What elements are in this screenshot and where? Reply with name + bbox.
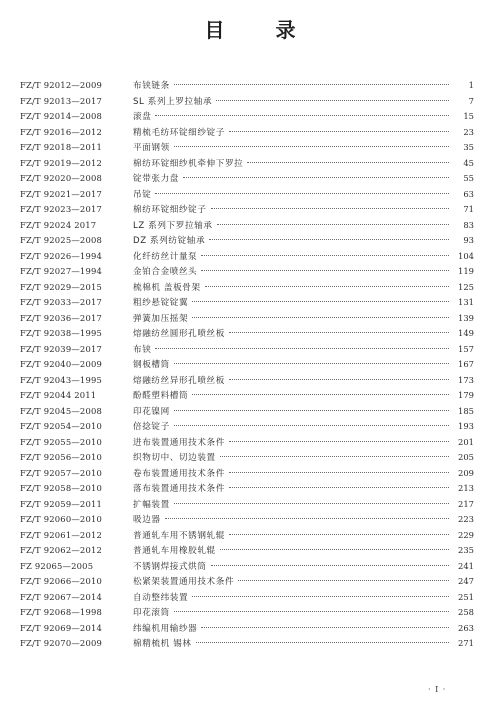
standard-code: FZ/T 92058—2010 (20, 483, 103, 493)
toc-entry[interactable] (20, 311, 474, 327)
page-ref: 35 (463, 142, 474, 152)
dot-leader (192, 591, 449, 597)
toc-entry[interactable] (20, 404, 474, 420)
page-ref: 63 (463, 188, 474, 199)
dot-leader (211, 203, 449, 209)
standard-title: 棉纺环锭细纱锭子 (133, 205, 207, 215)
toc-entry[interactable] (20, 280, 474, 296)
page-ref: 119 (458, 266, 474, 276)
standard-title: 进布装置通用技术条件 (133, 437, 225, 448)
page-ref: 193 (458, 421, 474, 431)
standard-title: 钢板槽筒 (133, 360, 170, 370)
standard-code: FZ/T 92056—2010 (20, 452, 103, 462)
standard-code: FZ/T 92013—2017 (20, 95, 103, 106)
dot-leader (165, 513, 449, 519)
dot-leader (205, 281, 449, 287)
page-ref: 179 (458, 390, 474, 400)
standard-title: 扩幅装置 (133, 499, 170, 510)
standard-code: FZ/T 92038—1995 (20, 328, 103, 338)
page-ref: 71 (463, 204, 474, 214)
toc-entry[interactable] (20, 497, 474, 513)
toc-entry[interactable] (20, 233, 474, 249)
toc-entry[interactable] (20, 590, 474, 606)
toc-entry[interactable] (20, 342, 474, 358)
dot-leader (183, 172, 449, 178)
page-ref: 93 (463, 235, 474, 245)
page-ref: 241 (458, 560, 474, 571)
dot-leader (155, 343, 449, 349)
page-ref: 185 (458, 405, 474, 416)
standard-code: FZ/T 92020—2008 (20, 173, 103, 183)
toc-entry[interactable] (20, 419, 474, 435)
page-ref: 271 (458, 638, 474, 648)
standard-code: FZ/T 92070—2009 (20, 638, 103, 648)
toc-entry[interactable] (20, 156, 474, 172)
dot-leader (155, 188, 449, 194)
standard-code: FZ/T 92014—2008 (20, 111, 103, 121)
dot-leader (229, 327, 449, 333)
standard-code: FZ/T 92039—2017 (20, 343, 103, 354)
page-ref: 201 (458, 436, 474, 447)
dot-leader (192, 312, 449, 318)
page-ref: 229 (458, 529, 474, 540)
page-ref: 213 (458, 483, 474, 493)
standard-title: 粗纱悬锭锭翼 (133, 298, 189, 308)
toc-entry[interactable] (20, 109, 474, 125)
dot-leader (229, 482, 449, 488)
standard-title: 织物切中、切边装置 (133, 453, 216, 463)
dot-leader (220, 544, 449, 550)
standard-code: FZ/T 92066—2010 (20, 576, 103, 586)
dot-leader (174, 420, 449, 426)
toc-entry[interactable] (20, 202, 474, 218)
standard-title: 棉纺环锭细纱机牵伸下罗拉 (133, 158, 244, 169)
toc-entry[interactable] (20, 528, 474, 544)
standard-title: 自动整纬装置 (133, 592, 189, 603)
toc-entry[interactable] (20, 295, 474, 311)
standard-code: FZ/T 92067—2014 (20, 591, 103, 602)
page-title: 目 录 (204, 18, 318, 42)
standard-code: FZ/T 92068—1998 (20, 607, 103, 617)
dot-leader (220, 451, 449, 457)
page-ref: 131 (458, 297, 474, 307)
standard-title: 印花镍网 (133, 406, 170, 417)
standard-title: 金铂合金喷丝头 (133, 267, 198, 277)
standard-code: FZ/T 92057—2010 (20, 467, 103, 478)
toc-entry[interactable] (20, 636, 474, 652)
page-ref: 247 (458, 576, 474, 586)
toc-entry[interactable] (20, 94, 474, 110)
toc-entry[interactable] (20, 621, 474, 637)
dot-leader (192, 296, 449, 302)
page-ref: 167 (458, 359, 474, 369)
toc-entry[interactable] (20, 249, 474, 265)
page-ref: 15 (463, 111, 474, 121)
standard-title: 印花滚筒 (133, 608, 170, 618)
standard-code: FZ/T 92033—2017 (20, 297, 103, 307)
page-ref: 1 (468, 80, 474, 90)
standard-title: 纬编机用输纱器 (133, 623, 198, 634)
standard-code: FZ/T 92019—2012 (20, 157, 103, 168)
toc-entry[interactable] (20, 187, 474, 203)
standard-code: FZ/T 92055—2010 (20, 436, 103, 447)
toc-entry[interactable] (20, 218, 474, 234)
toc-entry[interactable] (20, 357, 474, 373)
toc-entry[interactable] (20, 388, 474, 404)
page-ref: 23 (463, 126, 474, 137)
standard-title: DZ 系列纺锭轴承 (133, 236, 206, 246)
standard-code: FZ 92065—2005 (20, 560, 94, 571)
toc-entry[interactable] (20, 466, 474, 482)
page-ref: 258 (458, 607, 474, 617)
standard-title: 棉精梳机 锡林 (133, 639, 192, 649)
dot-leader (229, 436, 449, 442)
toc-entry[interactable] (20, 512, 474, 528)
page-ref: 235 (458, 545, 474, 555)
standard-code: FZ/T 92044 2011 (20, 390, 97, 400)
toc-entry[interactable] (20, 171, 474, 187)
dot-leader (174, 405, 449, 411)
dot-leader (238, 575, 449, 581)
toc-entry[interactable] (20, 125, 474, 141)
dot-leader (229, 374, 449, 380)
standard-code: FZ/T 92062—2012 (20, 545, 103, 555)
standard-title: 布铗 (133, 344, 152, 355)
dot-leader (209, 234, 449, 240)
standard-code: FZ/T 92036—2017 (20, 312, 103, 323)
dot-leader (229, 467, 449, 473)
page-ref: 205 (458, 452, 474, 462)
standard-title: 梳棉机 盖板骨架 (133, 282, 201, 293)
dot-leader (174, 606, 449, 612)
standard-title: 精梳毛纺环锭细纱锭子 (133, 127, 225, 138)
standard-title: 弹簧加压摇架 (133, 313, 189, 324)
standard-code: FZ/T 92026—1994 (20, 250, 103, 261)
page-ref: 7 (468, 95, 474, 106)
standard-code: FZ/T 92069—2014 (20, 622, 103, 633)
page-ref: 55 (463, 173, 474, 183)
standard-title: 熔融纺丝圆形孔喷丝板 (133, 329, 225, 339)
standard-title: 锭带张力盘 (133, 174, 179, 184)
standard-title: 松紧架装置通用技术条件 (133, 577, 235, 587)
toc-entry[interactable] (20, 326, 474, 342)
dot-leader (174, 141, 449, 147)
page-ref: 217 (458, 498, 474, 509)
dot-leader (216, 95, 449, 101)
table-of-contents (20, 78, 474, 652)
dot-leader (211, 560, 449, 566)
dot-leader (201, 265, 449, 271)
page-ref: 263 (458, 622, 474, 633)
toc-entry[interactable] (20, 264, 474, 280)
dot-leader (174, 358, 449, 364)
dot-leader (247, 157, 449, 163)
standard-code: FZ/T 92024 2017 (20, 219, 97, 230)
page-ref: 157 (458, 343, 474, 354)
page-ref: 125 (458, 281, 474, 292)
dot-leader (229, 126, 449, 132)
standard-code: FZ/T 92018—2011 (20, 142, 103, 152)
toc-entry[interactable] (20, 574, 474, 590)
standard-title: 普通轧车用不锈钢轧辊 (133, 530, 225, 541)
dot-leader (174, 498, 449, 504)
page-ref: 251 (458, 591, 474, 602)
dot-leader (192, 389, 449, 395)
dot-leader (174, 79, 449, 85)
standard-title: 熔融纺丝异形孔喷丝板 (133, 375, 225, 386)
toc-entry[interactable] (20, 481, 474, 497)
standard-title: 倍捻锭子 (133, 422, 170, 432)
page-ref: 173 (458, 374, 474, 385)
dot-leader (201, 622, 449, 628)
page-ref: 104 (458, 250, 474, 261)
standard-code: FZ/T 92016—2012 (20, 126, 103, 137)
toc-entry[interactable] (20, 605, 474, 621)
standard-code: FZ/T 92060—2010 (20, 514, 103, 524)
standard-title: 落布装置通用技术条件 (133, 484, 225, 494)
toc-entry[interactable] (20, 140, 474, 156)
standard-code: FZ/T 92021—2017 (20, 188, 103, 199)
standard-title: LZ 系列下罗拉轴承 (133, 220, 213, 231)
standard-title: 平面钢领 (133, 143, 170, 153)
standard-title: 卷布装置通用技术条件 (133, 468, 225, 479)
standard-code: FZ/T 92045—2008 (20, 405, 103, 416)
standard-title: 普通轧车用橡胶轧辊 (133, 546, 216, 556)
standard-code: FZ/T 92054—2010 (20, 421, 103, 431)
toc-entry[interactable] (20, 373, 474, 389)
standard-code: FZ/T 92012—2009 (20, 80, 103, 90)
dot-leader (229, 529, 449, 535)
dot-leader (196, 637, 450, 643)
standard-title: 吊锭 (133, 189, 152, 200)
page-ref: 139 (458, 312, 474, 323)
standard-code: FZ/T 92029—2015 (20, 281, 103, 292)
toc-entry[interactable] (20, 450, 474, 466)
standard-title: 化纤纺丝计量泵 (133, 251, 198, 262)
standard-code: FZ/T 92040—2009 (20, 359, 103, 369)
page-ref: 45 (463, 157, 474, 168)
standard-title: SL 系列上罗拉轴承 (133, 96, 213, 107)
standard-code: FZ/T 92023—2017 (20, 204, 103, 214)
standard-code: FZ/T 92061—2012 (20, 529, 103, 540)
standard-code: FZ/T 92043—1995 (20, 374, 103, 385)
standard-title: 滚盘 (133, 112, 152, 122)
dot-leader (217, 219, 449, 225)
standard-title: 吸边器 (133, 515, 161, 525)
standard-title: 布铗链条 (133, 81, 170, 91)
toc-entry[interactable] (20, 543, 474, 559)
standard-code: FZ/T 92059—2011 (20, 498, 103, 509)
dot-leader (155, 110, 449, 116)
toc-entry[interactable] (20, 559, 474, 575)
page-ref: 223 (458, 514, 474, 524)
toc-entry[interactable] (20, 435, 474, 451)
standard-code: FZ/T 92027—1994 (20, 266, 103, 276)
toc-entry[interactable] (20, 78, 474, 94)
page-number: · Ⅰ · (428, 685, 447, 694)
standard-title: 不锈钢焊接式烘筒 (133, 561, 207, 572)
dot-leader (201, 250, 449, 256)
standard-title: 酚醛塑料槽筒 (133, 391, 189, 401)
standard-code: FZ/T 92025—2008 (20, 235, 103, 245)
page-ref: 209 (458, 467, 474, 478)
page-ref: 149 (458, 328, 474, 338)
page-ref: 83 (463, 219, 474, 230)
